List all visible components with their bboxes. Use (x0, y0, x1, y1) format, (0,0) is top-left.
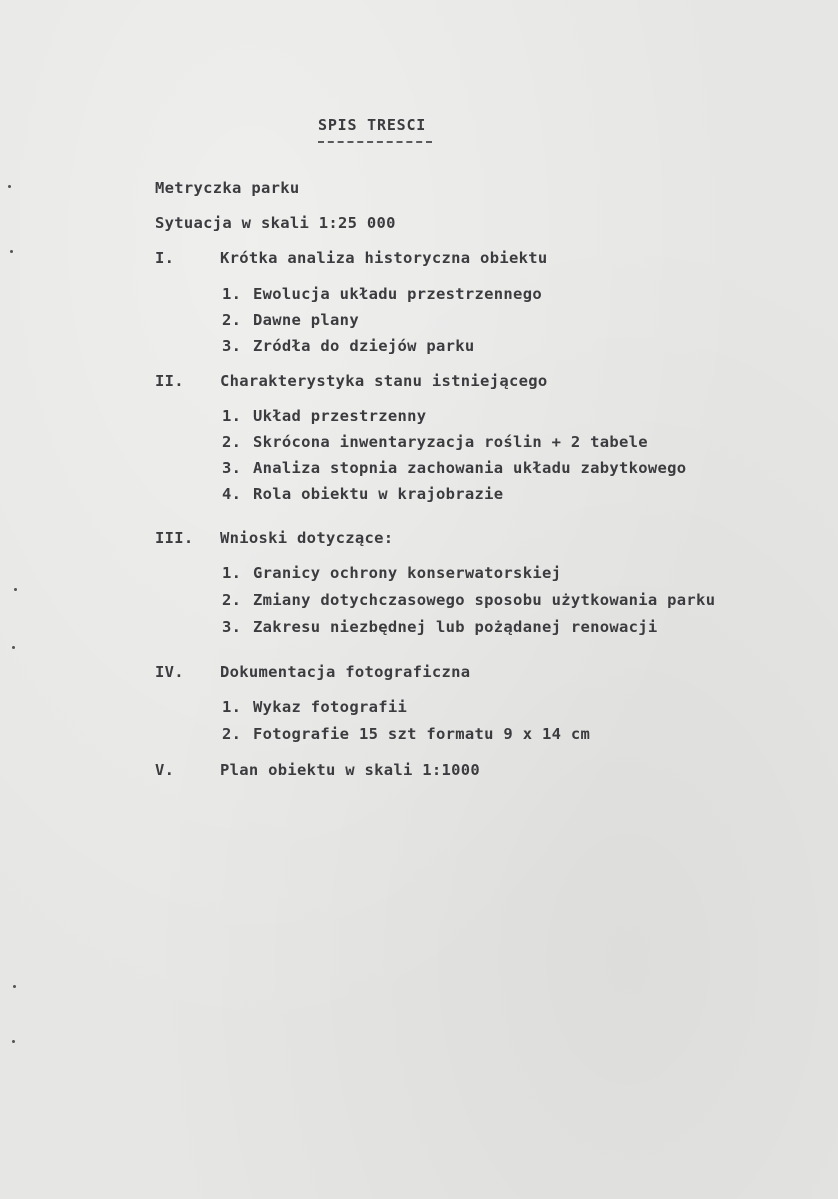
item-text: Zmiany dotychczasowego sposobu użytkowania parku (253, 591, 716, 609)
margin-speck (14, 588, 17, 591)
margin-speck (8, 185, 11, 188)
margin-speck (13, 985, 16, 988)
item-number: 3. (222, 459, 242, 477)
section-title: Charakterystyka stanu istniejącego (220, 372, 548, 390)
margin-speck (12, 646, 15, 649)
item-number: 2. (222, 433, 242, 451)
section-number: II. (155, 372, 184, 390)
section-title: Dokumentacja fotograficzna (220, 663, 471, 681)
section-number: I. (155, 249, 175, 267)
item-number: 2. (222, 725, 242, 743)
item-text: Dawne plany (253, 311, 359, 329)
item-text: Skrócona inwentaryzacja roślin + 2 tabele (253, 433, 648, 451)
section-title: Plan obiektu w skali 1:1000 (220, 761, 481, 779)
item-number: 3. (222, 337, 242, 355)
section-number: IV. (155, 663, 184, 681)
page-title: SPIS TRESCI (318, 116, 427, 134)
item-text: Rola obiektu w krajobrazie (253, 485, 504, 503)
title-underline (318, 141, 432, 143)
intro-line: Sytuacja w skali 1:25 000 (155, 214, 396, 232)
item-number: 4. (222, 485, 242, 503)
item-number: 1. (222, 698, 242, 716)
item-text: Układ przestrzenny (253, 407, 427, 425)
item-number: 1. (222, 564, 242, 582)
item-text: Zakresu niezbędnej lub pożądanej renowacji (253, 618, 658, 636)
item-text: Zródła do dziejów parku (253, 337, 475, 355)
item-number: 2. (222, 311, 242, 329)
item-number: 1. (222, 285, 242, 303)
item-number: 1. (222, 407, 242, 425)
item-text: Wykaz fotografii (253, 698, 408, 716)
item-number: 3. (222, 618, 242, 636)
item-number: 2. (222, 591, 242, 609)
item-text: Ewolucja układu przestrzennego (253, 285, 542, 303)
item-text: Fotografie 15 szt formatu 9 x 14 cm (253, 725, 591, 743)
section-title: Krótka analiza historyczna obiektu (220, 249, 548, 267)
item-text: Granicy ochrony konserwatorskiej (253, 564, 562, 582)
margin-speck (12, 1040, 15, 1043)
item-text: Analiza stopnia zachowania układu zabytkowego (253, 459, 687, 477)
section-number: III. (155, 529, 194, 547)
section-number: V. (155, 761, 175, 779)
intro-line: Metryczka parku (155, 179, 300, 197)
margin-speck (10, 250, 13, 253)
section-title: Wnioski dotyczące: (220, 529, 394, 547)
